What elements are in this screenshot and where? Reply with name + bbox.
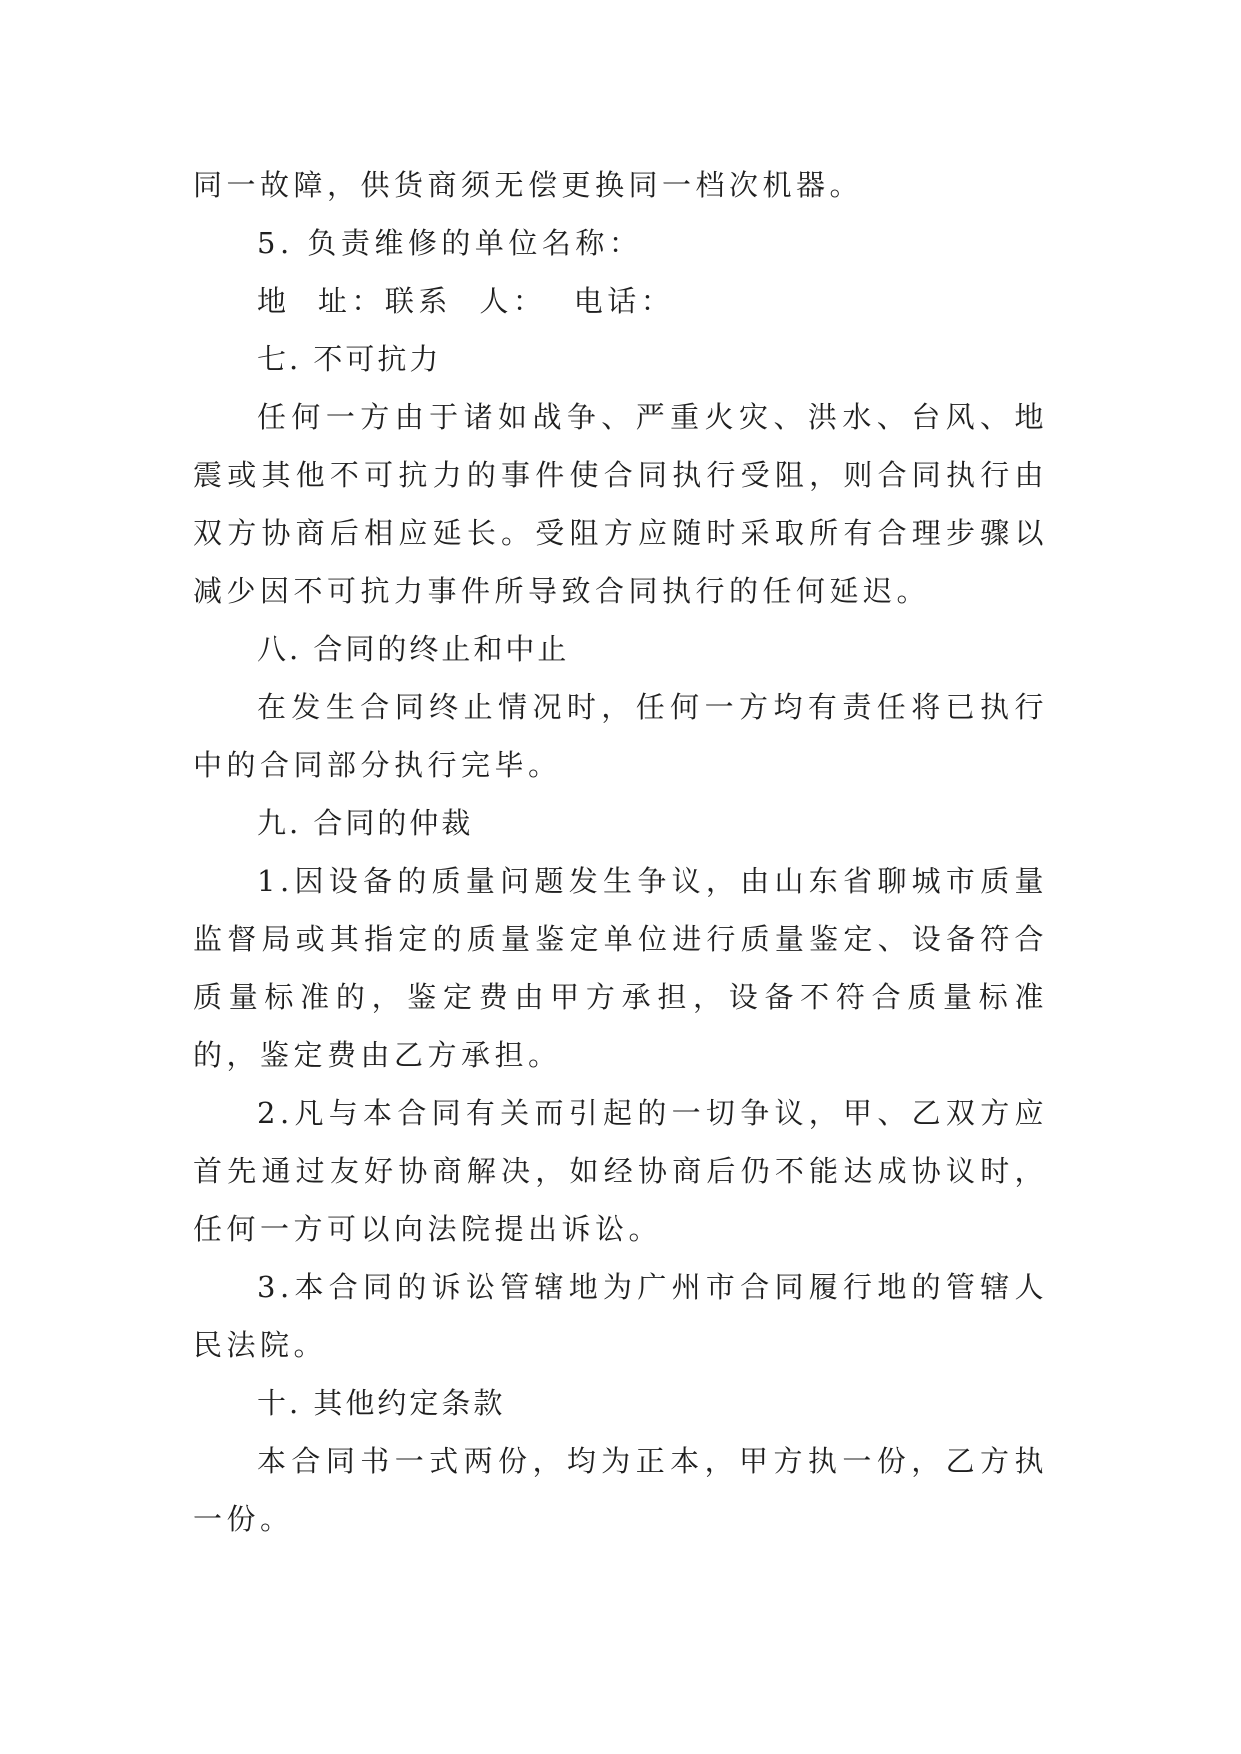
paragraph-arbitration-1: 1.因设备的质量问题发生争议，由山东省聊城市质量监督局或其指定的质量鉴定单位进行质量鉴定、设备符合质量标准的，鉴定费由甲方承担，设备不符合质量标准的，鉴定费由乙方承担。 <box>193 864 1048 1072</box>
paragraph-arbitration-3: 3.本合同的诉讼管辖地为广州市合同履行地的管辖人民法院。 <box>193 1270 1048 1362</box>
heading-force-majeure: 七. 不可抗力 <box>257 342 442 376</box>
paragraph-termination: 在发生合同终止情况时，任何一方均有责任将已执行中的合同部分执行完毕。 <box>193 690 1048 782</box>
heading-other-terms: 十. 其他约定条款 <box>257 1386 506 1420</box>
heading-arbitration: 九. 合同的仲裁 <box>257 806 474 840</box>
heading-termination: 八. 合同的终止和中止 <box>257 632 570 666</box>
paragraph-force-majeure: 任何一方由于诸如战争、严重火灾、洪水、台风、地震或其他不可抗力的事件使合同执行受阻，则合同执行由双方协商后相应延长。受阻方应随时采取所有合理步骤以减少因不可抗力事件所导致合同执行的任何延迟。 <box>193 400 1048 608</box>
paragraph-repair-unit: 5. 负责维修的单位名称： <box>257 226 643 260</box>
paragraph-address-contact: 地 址：联系 人： 电话： <box>257 284 675 318</box>
document-body <box>193 156 1048 1548</box>
paragraph-continuation: 同一故障，供货商须无偿更换同一档次机器。 <box>193 168 864 202</box>
paragraph-arbitration-2: 2.凡与本合同有关而引起的一切争议，甲、乙双方应首先通过友好协商解决，如经协商后仍不能达成协议时，任何一方可以向法院提出诉讼。 <box>193 1096 1048 1246</box>
paragraph-other-terms: 本合同书一式两份，均为正本，甲方执一份，乙方执一份。 <box>193 1444 1048 1536</box>
